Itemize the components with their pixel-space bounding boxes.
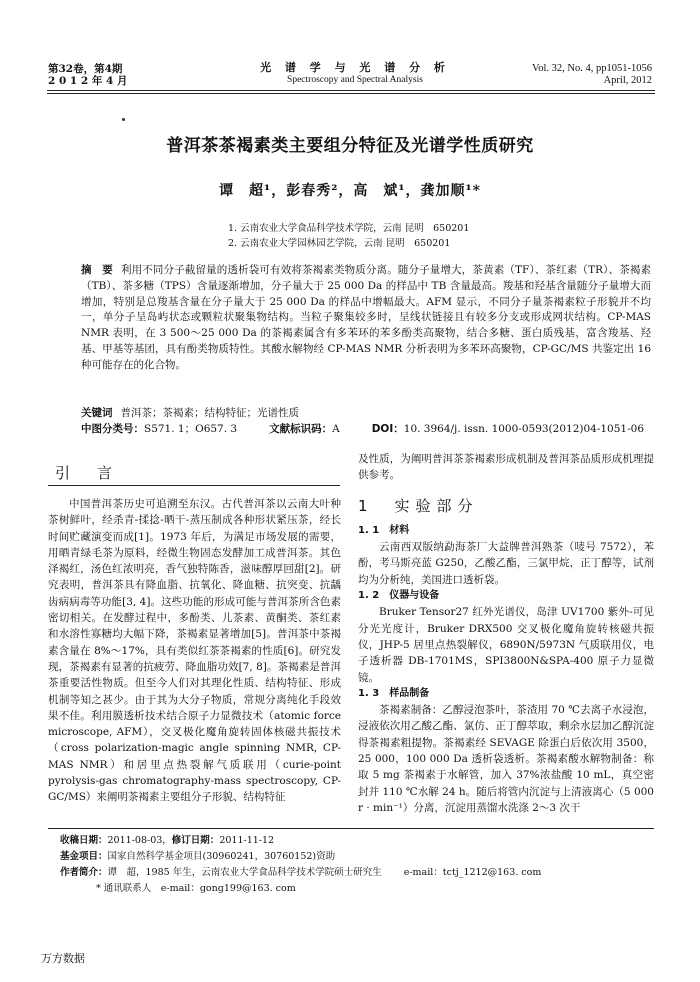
clc-label: 中图分类号： — [81, 423, 144, 435]
affiliation-2: 2. 云南农业大学园林园艺学院，云南 昆明 650201 — [228, 238, 451, 249]
fund-text: 国家自然科学基金项目(30960241，30760152)资助 — [107, 851, 336, 862]
intro-heading: 引 言 — [55, 464, 119, 482]
header-rule — [47, 90, 655, 91]
footnote-rule — [48, 828, 654, 829]
journal-pages — [532, 63, 652, 87]
doc-code-label: 文献标识码： — [269, 423, 333, 435]
watermark: 万方数据 — [41, 952, 85, 965]
dates-line — [60, 833, 541, 849]
speck — [122, 118, 125, 121]
received-label: 收稿日期： — [60, 835, 108, 846]
abstract-text: 利用不同分子截留量的透析袋可有效将茶褐素类物质分离。随分子量增大，茶黄素（TF）、茶红素（TR）、茶褐素（TB）、茶多糖（TPS）含量逐渐增加，分子量大于 25 000 Da 的样品中 TB 含量最高。羧基和羟基含量随分子量增大而增加，特别是总羧基含量在分子量大于 25 000 Da 的样品中增幅最大。AFM 显示，不同分子量茶褐素粒子形貌并不均一，单分子呈岛屿状态或颗粒状聚集物结构。当粒子聚集较多时，呈线状链接且有较多分支或形成网状结构。CP-MAS NMR 表明，在 3 500～25 000 Da 的茶褐素属含有多苯环的苯多酚类高聚物，结合多糖、蛋白质残基，富含羧基、羟基、甲基等基团，具有酚类物质特性。其酸水解物经 CP-MAS NMR 分析表明为多苯环高聚物，CP-GC/MS 共鉴定出 16 种可能存在的化合物。 — [81, 264, 651, 371]
bio-label: 作者简介： — [60, 867, 108, 878]
classification — [81, 421, 644, 437]
bio-line — [60, 865, 541, 881]
intro-continuation: 及性质，为阐明普洱茶茶褐素形成机制及普洱茶品质形成机理提供参考。 — [358, 453, 654, 482]
bio-email: e-mail：tctj_1212@163. com — [403, 867, 542, 878]
intro-body — [48, 496, 341, 806]
paper-title: 普洱茶茶褐素类主要组分特征及光谱学性质研究 — [166, 136, 534, 156]
affiliation-1: 1. 云南农业大学食品科学技术学院，云南 昆明 650201 — [228, 223, 470, 234]
doi-value: 10. 3964/j. issn. 1000-0593(2012)04-1051-06 — [403, 423, 645, 435]
fund-label: 基金项目： — [60, 851, 108, 862]
journal-name — [230, 62, 480, 86]
revised-date: 2011-11-12 — [219, 835, 275, 846]
affiliations — [228, 221, 469, 251]
journal-name-en: Spectroscopy and Spectral Analysis — [287, 75, 423, 85]
revised-label: 修订日期： — [171, 835, 220, 846]
received-date: 2011-08-03， — [107, 835, 172, 846]
date-line: 2 0 1 2 年 4 月 — [48, 75, 128, 87]
doc-code-value: A — [332, 423, 340, 435]
journal-name-cn: 光 谱 学 与 光 谱 分 析 — [260, 61, 450, 74]
footnotes — [60, 833, 541, 897]
clc-value: S571. 1；O657. 3 — [144, 423, 238, 435]
volume-line: 第32卷，第4期 — [48, 63, 123, 75]
sample-prep-heading: 1. 3 样品制备 — [358, 687, 430, 699]
abstract-label: 摘 要 — [81, 264, 113, 276]
instruments-heading: 1. 2 仪器与设备 — [358, 590, 440, 602]
abstract — [81, 263, 651, 374]
doi-label: DOI： — [371, 423, 404, 435]
experimental-heading: 1 实验部分 — [358, 496, 479, 515]
keywords-label: 关键词 — [81, 407, 113, 419]
header-rule-thin — [47, 93, 655, 94]
sample-prep-text: 茶褐素制备：乙醇浸泡茶叶，茶渣用 70 ℃去离子水浸泡，浸液依次用乙酸乙酯、氯仿、正丁醇萃取，剩余水层加乙醇沉淀得茶褐素粗提物。茶褐素经 SEVAGE 除蛋白后依次用 3500，25 000，100 000 Da 透析袋透析。茶褐素酸水解物制备：称取 5 mg 茶褐素于水解管，加入 37%浓盐酸 10 mL，真空密封并 110 ℃水解 24 h。随后将管内沉淀与上清液离心（5 000 r · min⁻¹）分离，沉淀用蒸馏水洗涤 2～3 次干 — [358, 704, 654, 814]
journal-volume-issue — [48, 63, 127, 87]
intro-heading-rule — [48, 485, 340, 486]
intro-paragraph: 中国普洱茶历史可追溯至东汉。古代普洱茶以云南大叶种茶树鲜叶，经杀青-揉捻-晒干-蒸压制成各种形状紧压茶，经长时间贮藏演变而成[1]。1973 年后，为满足市场发展的需要，用晒青绿毛茶为原料，经微生物固态发酵加工成普洱茶。其色泽褐红，汤色红浓明亮，香气独特陈香，滋味醇厚回甜[2]。研究表明，普洱茶具有降血脂、抗氧化、降血糖、抗突变、抗龋齿病病毒等功能[3, 4]。这些功能的形成可能与普洱茶所含色素密切相关。在发酵过程中，多酚类、儿茶素、黄酮类、茶红素和水溶性寡糖均大幅下降，茶褐素显著增加[5]。普洱茶中茶褐素含量在 8%～17%，具有类似红茶茶褐素的性质[6]。研究发现，茶褐素有显著的抗疲劳、降血脂功效[7, 8]。茶褐素是普洱茶重要活性物质。但至今人们对其理化性质、结构特征、形成机制等知之甚少。由于其为大分子物质，常规分离纯化手段效果不佳。利用膜透析技术结合原子力显微技术（atomic force microscope, AFM），交叉极化魔角旋转固体核磁共振技术（cross polarization-magic angle spinning NMR, CP-MAS NMR）和居里点热裂解气质联用（curie-point pyrolysis-gas chromatography-mass spectroscopy, CP-GC/MS）来阐明茶褐素主要组分子形貌、结构特征 — [48, 498, 341, 804]
vol-pages-line: Vol. 32, No. 4, pp1051-1056 — [532, 63, 652, 74]
fund-line — [60, 849, 541, 865]
instruments-text: Bruker Tensor27 红外光谱仪，岛津 UV1700 紫外-可见分光光度计，Bruker DRX500 交叉极化魔角旋转核磁共振仪，JHP-5 居里点热裂解仪，6890N/5973N 气质联用仪，电子透析器 DB-1701MS，SPI3800N&SPA-400 原子力显微镜。 — [358, 606, 654, 684]
corresponding-line: * 通讯联系人 e-mail：gong199@163. com — [96, 883, 296, 894]
bio-text: 谭 超，1985 年生，云南农业大学食品科学技术学院硕士研究生 — [107, 867, 382, 878]
month-line: April, 2012 — [603, 75, 652, 86]
right-column — [358, 451, 654, 816]
keywords-text: 普洱茶；茶褐素；结构特征；光谱性质 — [120, 407, 299, 419]
materials-heading: 1. 1 材料 — [358, 524, 410, 536]
author-list: 谭 超¹，彭春秀²，高 斌¹，龚加顺¹* — [219, 183, 481, 199]
materials-text: 云南西双版纳勐海茶厂大益牌普洱熟茶（唛号 7572），苯酚，考马斯亮蓝 G250，乙酸乙酯，三氯甲烷，正丁醇等，试剂均为分析纯，美国进口透析袋。 — [358, 541, 654, 586]
keywords — [81, 405, 299, 421]
